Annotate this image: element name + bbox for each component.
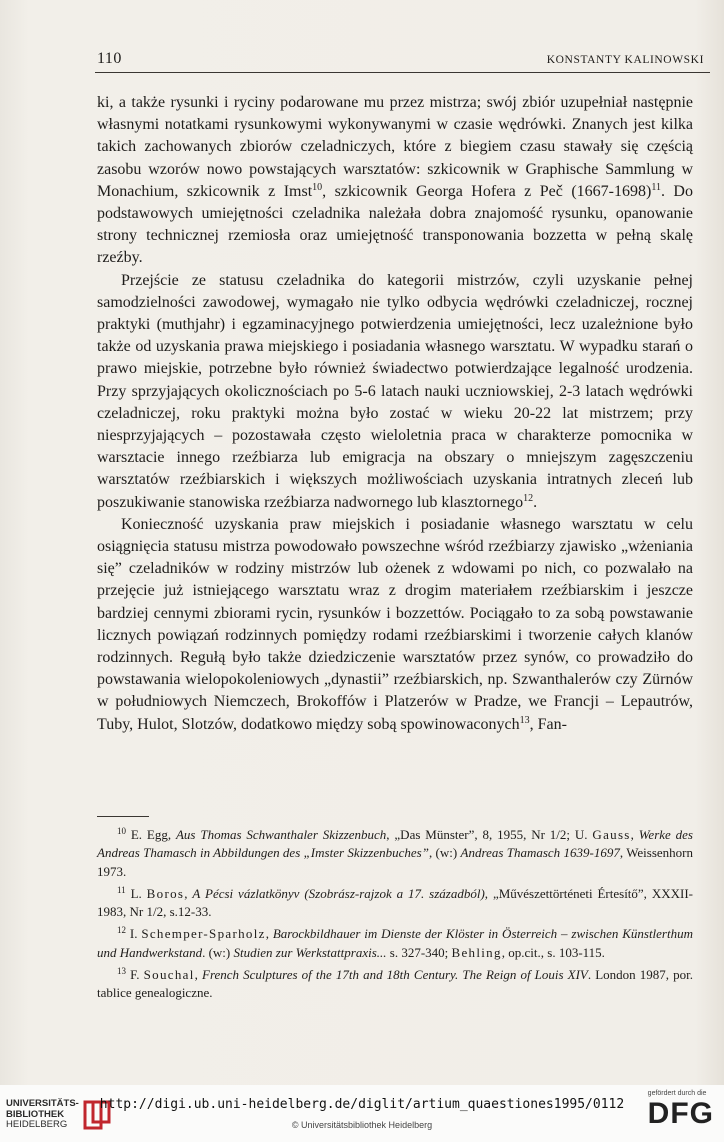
footnote-ref-10[interactable]: 10: [312, 181, 323, 193]
running-title: KONSTANTY KALINOWSKI: [546, 54, 704, 66]
footnote-number: 10: [117, 826, 126, 836]
logo-line: UNIVERSITÄTS-: [6, 1098, 79, 1109]
dfg-wordmark: DFG: [647, 1097, 714, 1130]
text-run: L.: [125, 885, 147, 901]
text-run: . (w:): [202, 944, 234, 960]
paragraph-2: [97, 270, 693, 514]
text-run: Konieczność uzyskania praw miejskich i posiadanie własnego warsztatu w celu osiągnięcia statusu mistrza powodowało powszechne wśród rzeźbiarzy zjawisko „wżeniania się” czeladników w rodziny mistrzów lub ożenek z wdowami po nich, co pozwalało na przejęcie już istniejącego warsztatu wraz z drogim materiałem rzeźbiarskim i jeszcze bardziej cennymi zbiorami rycin, rysunków i bozzettów. Pociągało to za sobą powstawanie licznych powiązań rodzinnych pomiędzy rodami rzeźbiarskimi i tworzenie całych klanów rodzinnych. Regułą było także dziedziczenie warsztatów przez synów, co prowadziło do powstawania wielopokoleniowych „dynastii” rzeźbiarskich, np. Szwanthalerów czy Zürnów w południowych Niemczech, Brokoffów i Platzerów w Pradze, we Francji – Lepautrów, Tuby, Hulot, Slotzów, dodatkowo między sobą spowinowaconych: [97, 515, 693, 733]
text-run: , Fan-: [529, 715, 567, 733]
footnote-13: [97, 962, 693, 1003]
paragraph-1: [97, 92, 693, 270]
author-name: Souchal: [143, 967, 195, 983]
text-run: ki, a także rysunki i ryciny podarowane mu przez mistrza; swój zbiór uzupełniał następnie własnymi notatkami rysunkowymi wykonywanymi w czasie wędrówki. Znanych jest kilka takich zachowanych zbiorów czeladniczych, które z biegiem czasu stawały się częścią zasobu wzorów nowo powstających warsztatów: szkicownik w Graphische Sammlung w Monachium, szkicownik z Imst: [97, 94, 693, 200]
author-name: Behling: [451, 944, 502, 960]
text-run: .: [533, 493, 538, 511]
author-name: Boros: [146, 885, 185, 901]
digitization-footer: [0, 1085, 724, 1142]
text-run: , (w:): [428, 845, 461, 861]
text-run: ,: [184, 885, 193, 901]
footnote-11: [97, 881, 693, 922]
paragraph-3: [97, 514, 693, 736]
text-run: ,: [194, 967, 202, 983]
text-run: French Sculptures of the 17th and 18th Century. The Reign of Louis XIV: [202, 967, 588, 983]
text-run: , szkicownik Georga Hofera z Peč (1667-1698): [322, 182, 652, 200]
text-run: , op.cit., s. 103-115.: [501, 944, 605, 960]
text-run: Werke des Andreas Thamasch in Abbildungen des „Imster Skizzenbuches”: [97, 827, 693, 861]
text-run: , „Das Münster”, 8, 1955, Nr 1/2; U.: [386, 827, 593, 842]
copyright-notice: © Universitätsbibliothek Heidelberg: [291, 1120, 433, 1130]
funding-note: gefördert durch die: [647, 1090, 707, 1097]
text-run: . Do podstawowych umiejętności czeladnika należała dobra znajomość rysunku, opanowanie strony technicznej rzemiosła oraz umiejętność transponowania bozzetta w pełną skalę rzeźby.: [97, 182, 693, 267]
text-run: Aus Thomas Schwanthaler Skizzenbuch: [175, 827, 387, 842]
footnote-ref-11[interactable]: 11: [651, 181, 661, 193]
text-run: ,: [265, 926, 273, 942]
text-run: F.: [126, 967, 144, 983]
running-head: [97, 50, 704, 68]
footnote-10: [97, 822, 693, 881]
permalink-url[interactable]: http://digi.ub.uni-heidelberg.de/diglit/artium_quaestiones1995/0112: [99, 1097, 625, 1112]
dfg-logo[interactable]: [648, 1090, 714, 1130]
body-text: [97, 92, 693, 736]
text-run: Przejście ze statusu czeladnika do kategorii mistrzów, czyli uzyskanie pełnej samodzielności zawodowej, wymagało nie tylko odbycia wędrówki czeladniczej, rocznej praktyki (muthjahr) i egzaminacyjnego potwierdzenia umiejętności, lecz uzależnione było także od uzyskania prawa miejskiego i posiadania własnego warsztatu. W wypadku starań o prawo miejskie, potrzebne było również świadectwo potwierdzające legalność urodzenia. Przy sprzyjających okolicznościach po 5-6 latach nauki uczniowskiej, 2-3 latach wędrówki czeladniczej, roku praktyki można było zostać w wieku 20-22 lat mistrzem; przy niesprzyjających – pozostawała często wieloletnia praca w charakterze pomocnika w warsztacie innego rzeźbiarza lub emigracja na obszary o mniejszym zagęszczeniu warsztatów rzeźbiarskich i większych możliwościach uzyskania intratnych zleceń lub poszukiwanie stanowiska rzeźbiarza nadwornego lub klasztornego: [97, 271, 693, 511]
page-number: 110: [97, 50, 122, 67]
text-run: Studien zur Werkstattpraxis...: [233, 944, 387, 960]
logo-line: HEIDELBERG: [6, 1119, 68, 1130]
logo-line: BIBLIOTHEK: [6, 1108, 65, 1120]
text-run: s. 327-340;: [386, 944, 452, 960]
text-run: I.: [126, 926, 142, 942]
text-run: , „Művészettörténeti Értesítő”, XXXII-1983, Nr 1/2, s.12-33.: [97, 885, 693, 920]
text-run: ,: [630, 827, 639, 842]
footnote-number: 12: [117, 925, 126, 936]
footnote-12: [97, 921, 693, 962]
text-run: A Pécsi vázlatkönyv (Szobrász-rajzok a 17. századból): [192, 885, 485, 901]
text-run: Andreas Thamasch 1639-1697: [460, 845, 620, 861]
text-run: , Weissenhorn 1973.: [97, 845, 694, 879]
footnote-ref-13[interactable]: 13: [519, 714, 530, 726]
footnotes: [97, 822, 693, 1003]
footnote-ref-12[interactable]: 12: [523, 492, 534, 504]
text-run: . London 1987, por. tablice genealogiczne.: [97, 967, 693, 1001]
footnote-separator: [97, 816, 149, 817]
text-run: E. Egg,: [126, 827, 176, 842]
author-name: Schemper-Sparholz: [141, 926, 266, 942]
footnote-number: 13: [117, 966, 126, 977]
text-run: Barockbildhauer im Dienste der Klöster in Österreich – zwischen Künstlerthum und Handwerkstand: [97, 926, 693, 960]
footnote-number: 11: [117, 884, 126, 895]
author-name: Gauss: [592, 827, 631, 842]
header-rule: [95, 72, 710, 73]
